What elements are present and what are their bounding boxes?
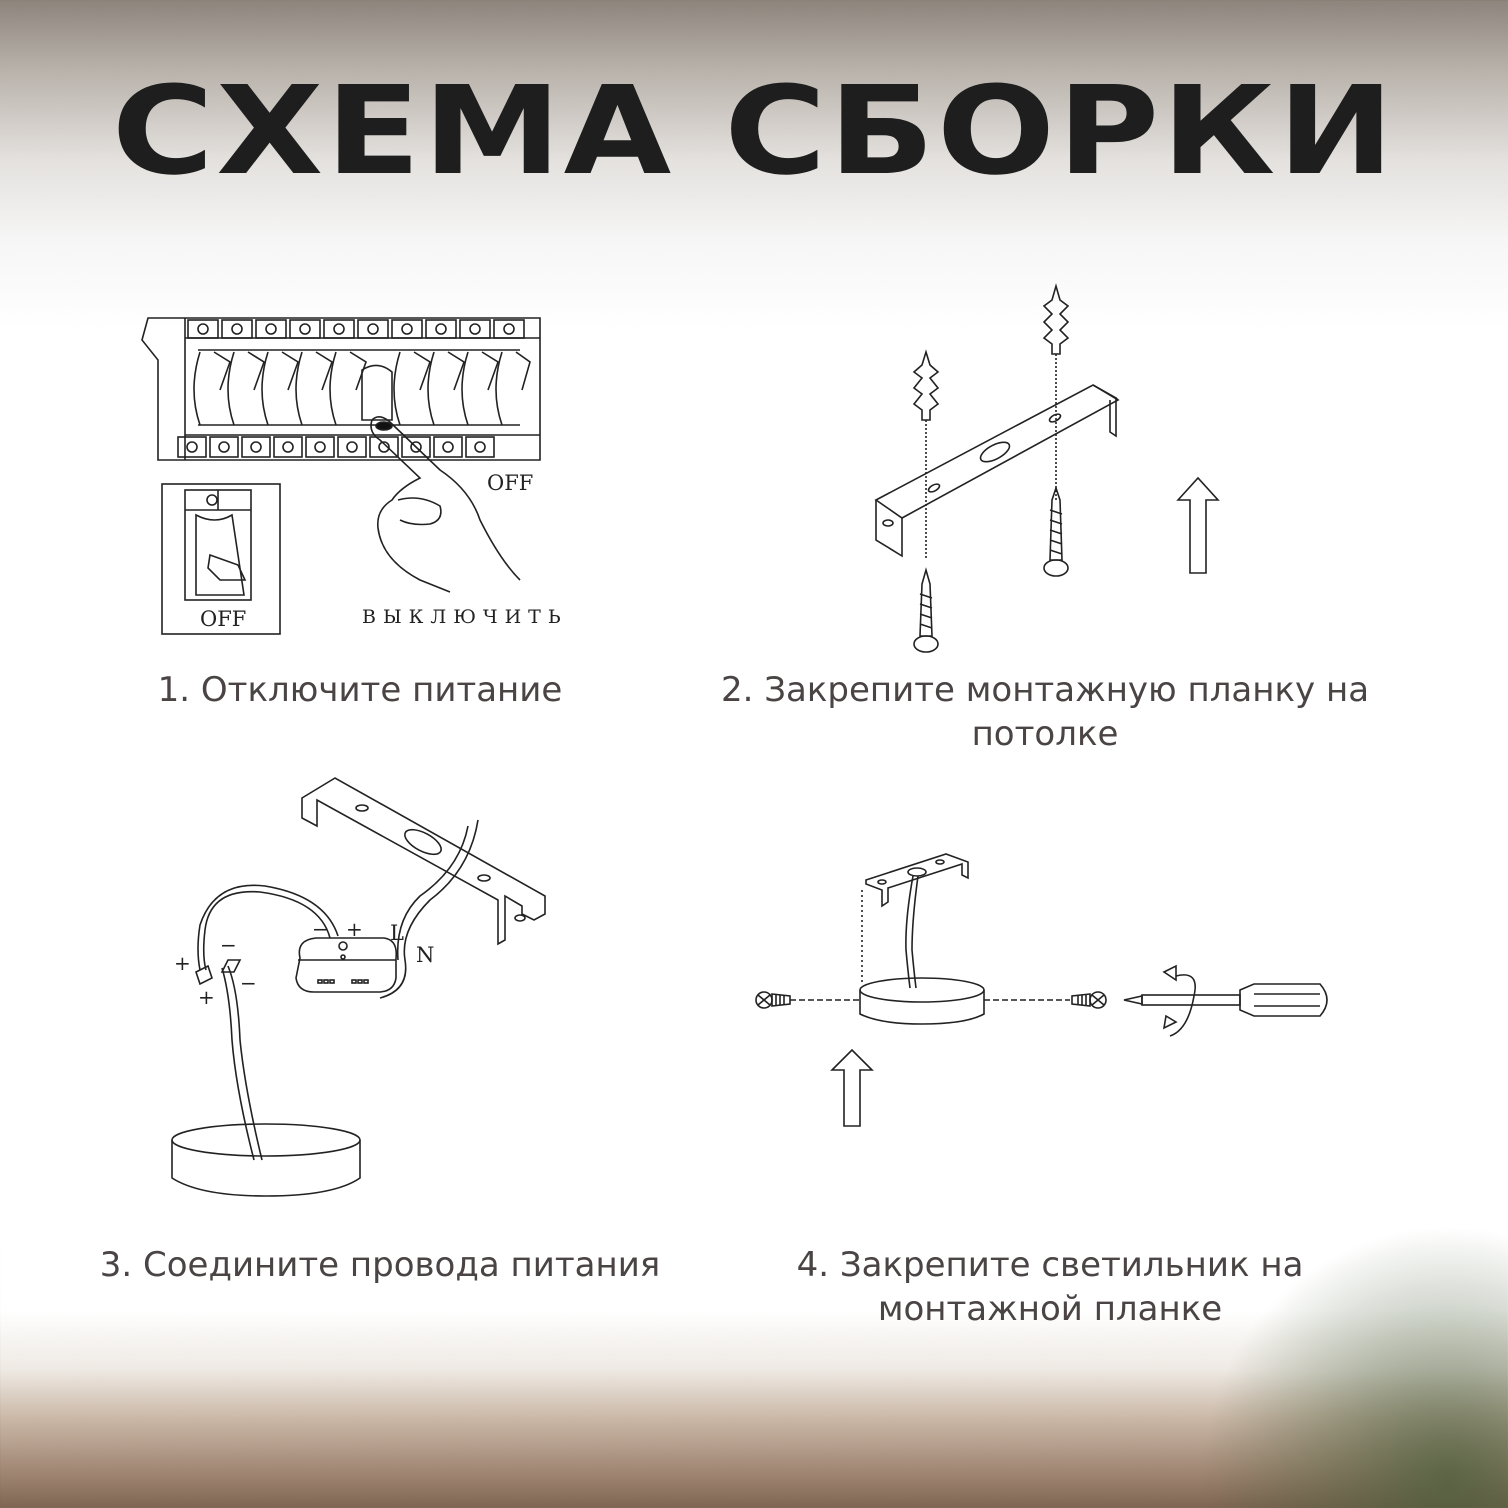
- live-wire-label: L: [390, 921, 404, 945]
- wiring-illustration: [172, 778, 545, 1196]
- step-1-caption: 1. Отключите питание: [157, 670, 563, 710]
- off-label-panel: OFF: [487, 471, 534, 495]
- plus-sign-driver: +: [346, 917, 363, 941]
- minus-sign-left: −: [220, 933, 237, 957]
- mounting-plate-illustration: [876, 286, 1218, 652]
- lamp-mounting-illustration: [756, 854, 1327, 1126]
- plus-sign-lamp: +: [198, 985, 215, 1009]
- step-3-caption: 3. Соедините провода питания: [99, 1245, 661, 1285]
- breaker-panel-illustration: [142, 318, 568, 634]
- switch-off-label: ВЫКЛЮЧИТЬ: [362, 606, 568, 628]
- step-2-caption: 2. Закрепите монтажную планку на потолке: [720, 670, 1370, 754]
- minus-sign-driver: −: [312, 917, 329, 941]
- neutral-wire-label: N: [416, 943, 435, 967]
- plus-sign-left: +: [174, 951, 191, 975]
- off-label-switch: OFF: [200, 607, 247, 631]
- step-4-caption: 4. Закрепите светильник на монтажной планке: [796, 1245, 1304, 1329]
- page-title: СХЕМА СБОРКИ: [111, 60, 1397, 202]
- minus-sign-lamp: −: [240, 971, 257, 995]
